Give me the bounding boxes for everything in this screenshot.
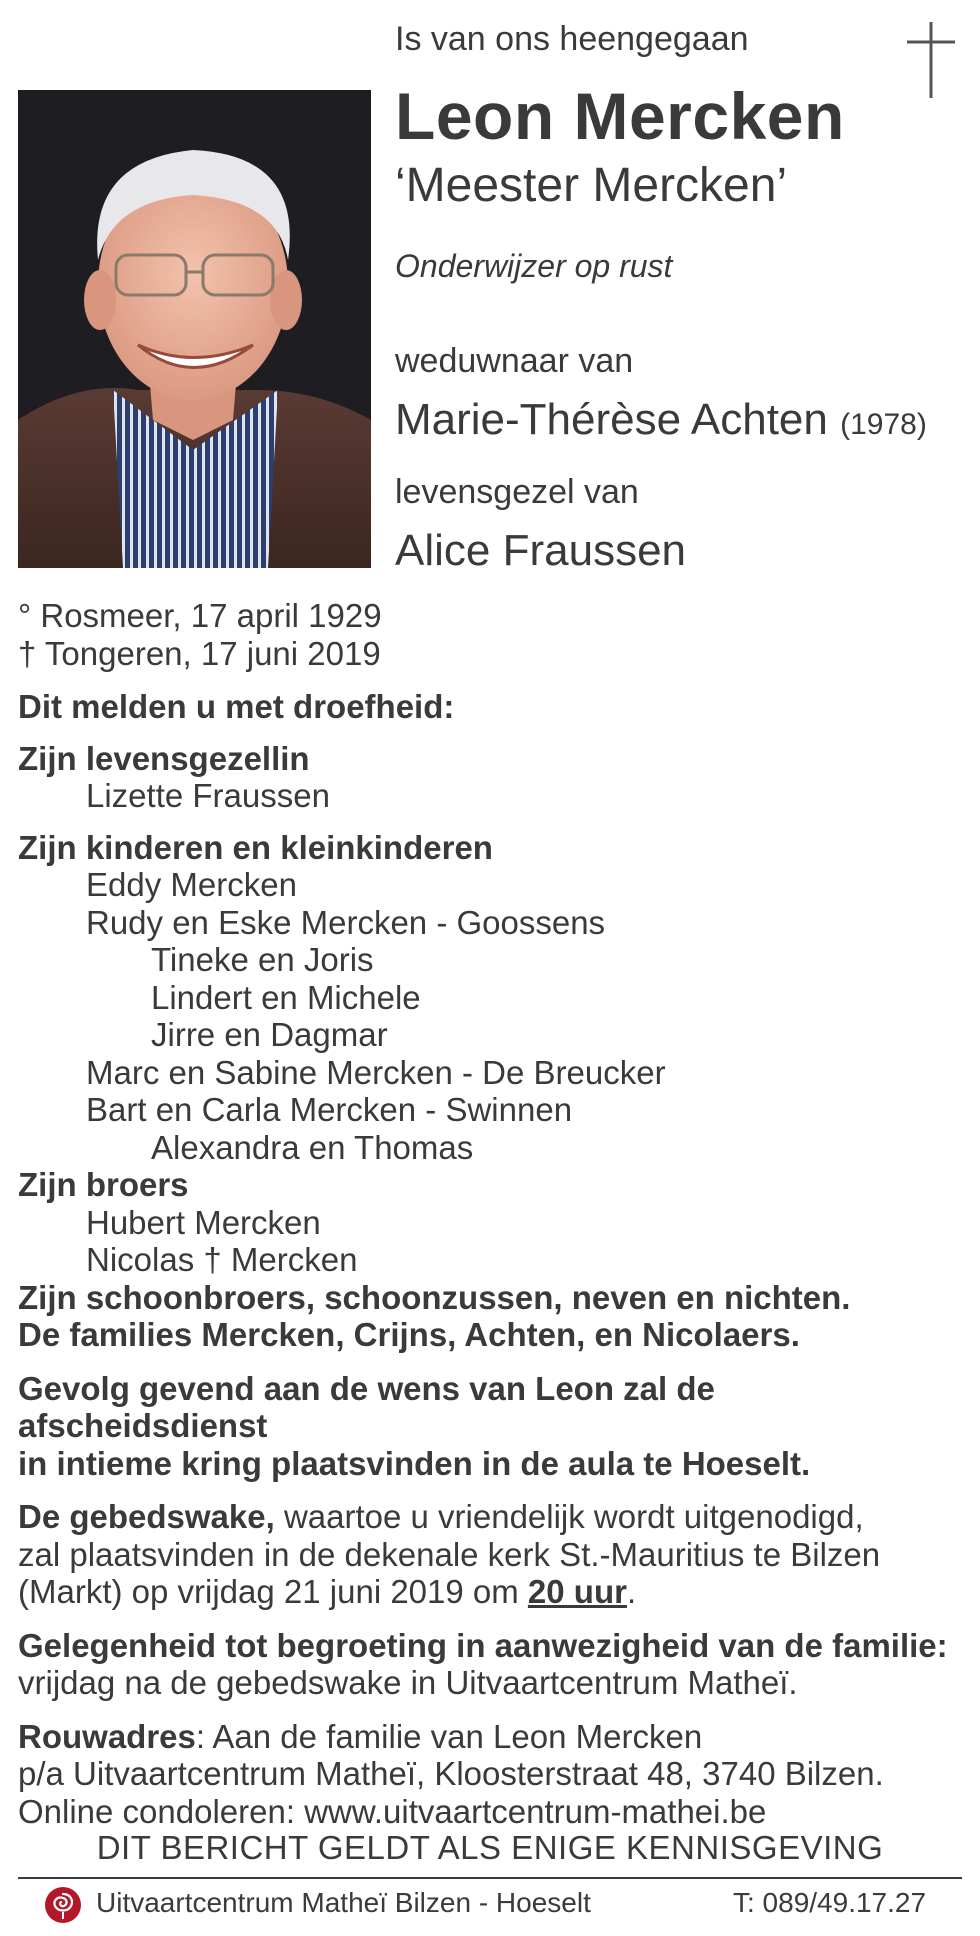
service-line-1: Gevolg gevend aan de wens van Leon zal de afscheidsdienst <box>18 1369 715 1444</box>
occupation: Onderwijzer op rust <box>395 248 673 284</box>
funeral-home-phone: T: 089/49.17.27 <box>733 1887 927 1918</box>
family-member: Eddy Mercken <box>86 866 297 903</box>
address-line-3: Online condoleren: www.uitvaartcentrum-mathei.be <box>18 1792 767 1830</box>
address-label: Rouwadres <box>18 1717 196 1755</box>
brothers-heading: Zijn broers <box>18 1166 189 1203</box>
nickname: ‘Meester Mercken’ <box>395 159 788 212</box>
footer-divider <box>18 1877 962 1879</box>
notice-body <box>18 597 970 1830</box>
family-member: Hubert Mercken <box>86 1203 321 1241</box>
greeting-line: vrijdag na de gebedswake in Uitvaartcentrum Matheï. <box>18 1664 798 1701</box>
death-line: † Tongeren, 17 juni 2019 <box>18 634 381 672</box>
family-member: Rudy en Eske Mercken - Goossens <box>86 903 606 941</box>
family-member: Lizette Fraussen <box>86 777 330 814</box>
greeting-heading: Gelegenheid tot begroeting in aanwezigheid van de familie: <box>18 1626 948 1664</box>
family-member: Bart en Carla Mercken - Swinnen <box>86 1091 573 1128</box>
spouse-year: (1978) <box>840 408 927 441</box>
wake-rest: waartoe u vriendelijk wordt uitgenodigd, <box>274 1498 864 1535</box>
wake-line-2: zal plaatsvinden in de dekenale kerk St.-Mauritius te Bilzen <box>18 1535 881 1573</box>
relation-partner: levensgezel van <box>395 473 639 511</box>
wake-line-1 <box>18 1498 970 1536</box>
partner-name: Alice Fraussen <box>395 526 687 575</box>
cross-icon <box>905 22 957 98</box>
announce-line: Dit melden u met droefheid: <box>18 688 455 725</box>
portrait-photo <box>18 90 371 568</box>
spouse-name-text: Marie-Thérèse Achten <box>395 395 828 444</box>
wake-line-3-post: . <box>626 1573 637 1610</box>
address-line-1 <box>18 1718 970 1756</box>
deceased-name: Leon Mercken <box>395 79 845 153</box>
service-line-2: in intieme kring plaatsvinden in de aula te Hoeselt. <box>18 1444 811 1482</box>
family-member: Alexandra en Thomas <box>151 1128 474 1166</box>
family-member: Lindert en Michele <box>151 978 421 1016</box>
wake-lead: De gebedswake, <box>18 1498 275 1535</box>
family-member: Nicolas † Mercken <box>86 1241 358 1278</box>
families-line: De families Mercken, Crijns, Achten, en Nicolaers. <box>18 1316 800 1353</box>
relation-widower: weduwnaar van <box>395 342 634 380</box>
portrait-illustration <box>18 90 371 568</box>
wake-time: 20 uur <box>527 1573 627 1610</box>
partner-heading: Zijn levensgezellin <box>18 739 310 777</box>
family-member: Jirre en Dagmar <box>151 1016 388 1053</box>
spouse-name <box>395 395 927 445</box>
rose-logo-icon <box>44 1886 82 1924</box>
address-line-2: p/a Uitvaartcentrum Matheï, Kloosterstraat 48, 3740 Bilzen. <box>18 1755 884 1792</box>
birth-line: ° Rosmeer, 17 april 1929 <box>18 597 382 634</box>
family-member: Marc en Sabine Mercken - De Breucker <box>86 1053 666 1091</box>
wake-line-3-pre: (Markt) op vrijdag 21 juni 2019 om <box>18 1573 528 1610</box>
address-rest: : Aan de familie van Leon Mercken <box>195 1717 703 1755</box>
intro-text: Is van ons heengegaan <box>395 20 749 58</box>
wake-line-3 <box>18 1573 970 1611</box>
inlaws-line: Zijn schoonbroers, schoonzussen, neven en nichten. <box>18 1278 851 1316</box>
children-heading: Zijn kinderen en kleinkinderen <box>18 828 493 866</box>
family-member: Tineke en Joris <box>151 941 374 978</box>
official-notice: DIT BERICHT GELDT ALS ENIGE KENNISGEVING <box>96 1829 884 1866</box>
funeral-home-name: Uitvaartcentrum Matheï Bilzen - Hoeselt <box>96 1887 591 1918</box>
